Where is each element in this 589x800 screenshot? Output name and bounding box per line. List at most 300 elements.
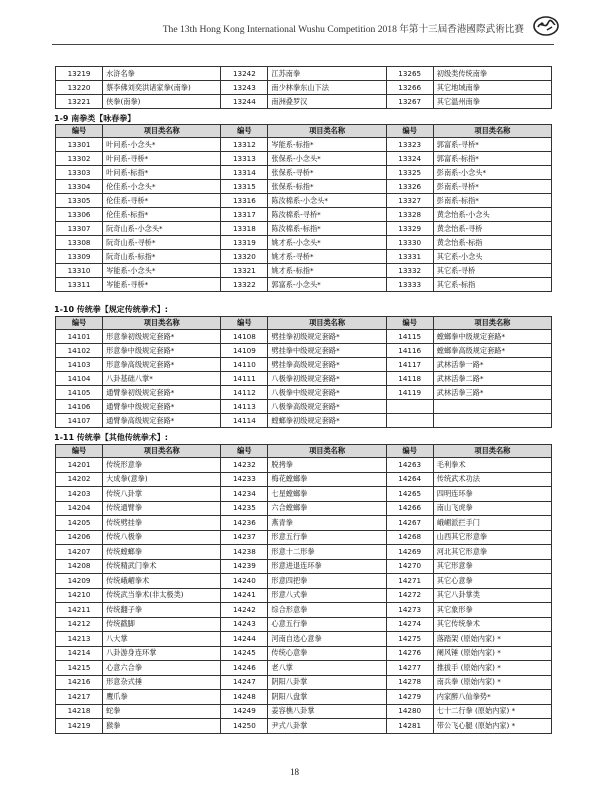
item-name-cell: 心意六合拳 — [103, 661, 221, 676]
table-row — [56, 516, 552, 531]
column-header-code: 编号 — [221, 445, 268, 458]
item-name-cell: 张保系-标指* — [268, 180, 386, 194]
item-name-cell: 传统翻子拳 — [103, 603, 221, 618]
column-header-name: 项目类名称 — [268, 317, 386, 330]
table-row — [56, 358, 552, 372]
item-code-cell: 14202 — [56, 472, 103, 487]
item-code-cell: 13307 — [56, 222, 103, 236]
item-name-cell: 推拔手 (原始内家) * — [433, 661, 551, 676]
item-code-cell: 14108 — [221, 330, 268, 344]
item-name-cell — [433, 414, 551, 428]
item-code-cell: 14243 — [221, 617, 268, 632]
item-name-cell: 水浒名拳 — [103, 67, 221, 81]
item-code-cell: 14213 — [56, 632, 103, 647]
item-code-cell: 14250 — [221, 719, 268, 734]
table-row — [56, 472, 552, 487]
item-name-cell: 八极拳初级规定套路* — [268, 372, 386, 386]
item-name-cell: 八卦游身连环掌 — [103, 646, 221, 661]
item-code-cell: 13318 — [221, 222, 268, 236]
item-name-cell: 传统武当拳术(非太极类) — [103, 588, 221, 603]
table-row — [56, 458, 552, 473]
column-header-code: 编号 — [386, 125, 433, 138]
item-code-cell: 13310 — [56, 264, 103, 278]
item-code-cell: 13306 — [56, 208, 103, 222]
item-name-cell: 燕青拳 — [268, 516, 386, 531]
item-code-cell: 14263 — [386, 458, 433, 473]
item-name-cell: 初级类传统南拳 — [433, 67, 551, 81]
item-code-cell: 14249 — [221, 704, 268, 719]
page-header — [52, 12, 560, 42]
item-code-cell: 14110 — [221, 358, 268, 372]
item-name-cell: 传统螳螂拳 — [103, 545, 221, 560]
item-name-cell: 带公飞心腿 (原始内家) * — [433, 719, 551, 734]
table-body — [56, 317, 552, 428]
item-name-cell: 侠拳(南拳) — [103, 95, 221, 109]
column-header-code: 编号 — [56, 317, 103, 330]
table-row — [56, 719, 552, 734]
item-name-cell: 武林活拳二路* — [433, 372, 551, 386]
item-name-cell: 心意五行拳 — [268, 617, 386, 632]
page-number: 18 — [290, 767, 299, 777]
table-row — [56, 67, 552, 81]
item-name-cell: 形意拳高级规定套路* — [103, 358, 221, 372]
table-row — [56, 386, 552, 400]
item-name-cell: 七星螳螂拳 — [268, 487, 386, 502]
item-code-cell: 14118 — [386, 372, 433, 386]
table-row — [56, 372, 552, 386]
item-code-cell: 14233 — [221, 472, 268, 487]
item-name-cell: 猴拳 — [103, 719, 221, 734]
item-code-cell: 14269 — [386, 545, 433, 560]
column-header-name: 项目类名称 — [433, 125, 551, 138]
item-name-cell: 阴阳八盘掌 — [268, 690, 386, 705]
item-name-cell: 螳螂拳高级规定套路* — [433, 344, 551, 358]
standard-routines-table — [55, 316, 552, 428]
table-row — [56, 414, 552, 428]
item-code-cell: 14266 — [386, 501, 433, 516]
item-code-cell: 13331 — [386, 250, 433, 264]
item-code-cell: 14244 — [221, 632, 268, 647]
item-code-cell: 14105 — [56, 386, 103, 400]
item-code-cell: 13315 — [221, 180, 268, 194]
item-code-cell: 14267 — [386, 516, 433, 531]
item-code-cell: 14212 — [56, 617, 103, 632]
item-code-cell: 13311 — [56, 278, 103, 292]
column-header-name: 项目类名称 — [103, 317, 221, 330]
item-name-cell: 南兵拳 (原始内家) * — [433, 675, 551, 690]
table-row — [56, 180, 552, 194]
item-code-cell: 13266 — [386, 81, 433, 95]
other-traditional-table — [55, 444, 552, 734]
item-code-cell: 14278 — [386, 675, 433, 690]
item-name-cell: 阮奇山系-寻桥* — [103, 236, 221, 250]
item-code-cell: 14214 — [56, 646, 103, 661]
item-code-cell: 13324 — [386, 152, 433, 166]
item-name-cell: 阑风锤 (原始内家) * — [433, 646, 551, 661]
item-name-cell: 江苏南拳 — [268, 67, 386, 81]
item-name-cell: 岑能系-小念头* — [103, 264, 221, 278]
item-code-cell: 13308 — [56, 236, 103, 250]
item-code-cell: 14217 — [56, 690, 103, 705]
item-code-cell: 14208 — [56, 559, 103, 574]
table-row — [56, 250, 552, 264]
table-row — [56, 487, 552, 502]
item-name-cell: 综合形意拳 — [268, 603, 386, 618]
item-code-cell: 13312 — [221, 138, 268, 152]
item-code-cell: 14112 — [221, 386, 268, 400]
item-name-cell: 四明连环拳 — [433, 487, 551, 502]
item-code-cell: 13327 — [386, 194, 433, 208]
item-name-cell: 传统八卦掌 — [103, 487, 221, 502]
item-name-cell: 阮奇山系-标指* — [103, 250, 221, 264]
item-code-cell: 14239 — [221, 559, 268, 574]
table-row — [56, 166, 552, 180]
item-code-cell: 14103 — [56, 358, 103, 372]
table-row — [56, 545, 552, 560]
table-row — [56, 400, 552, 414]
item-code-cell — [386, 400, 433, 414]
item-code-cell: 13309 — [56, 250, 103, 264]
item-name-cell: 传统形意拳 — [103, 458, 221, 473]
item-code-cell: 14216 — [56, 675, 103, 690]
table-row — [56, 81, 552, 95]
item-code-cell: 13219 — [56, 67, 103, 81]
item-name-cell: 姚才系-标指* — [268, 264, 386, 278]
item-code-cell: 14210 — [56, 588, 103, 603]
table-row — [56, 264, 552, 278]
item-code-cell: 14117 — [386, 358, 433, 372]
item-code-cell: 14280 — [386, 704, 433, 719]
item-code-cell: 13314 — [221, 166, 268, 180]
item-name-cell: 传统精武门拳术 — [103, 559, 221, 574]
column-header-name: 项目类名称 — [103, 125, 221, 138]
item-code-cell: 14101 — [56, 330, 103, 344]
item-name-cell: 劈挂拳高级规定套路* — [268, 358, 386, 372]
item-name-cell: 八极拳高级规定套路* — [268, 400, 386, 414]
item-code-cell: 14102 — [56, 344, 103, 358]
item-name-cell: 形意拳初级规定套路* — [103, 330, 221, 344]
item-code-cell: 13313 — [221, 152, 268, 166]
item-code-cell: 13323 — [386, 138, 433, 152]
column-header-name: 项目类名称 — [433, 445, 551, 458]
column-header-code: 编号 — [56, 445, 103, 458]
item-code-cell: 14236 — [221, 516, 268, 531]
table-row — [56, 704, 552, 719]
item-name-cell: 形意拳中级规定套路* — [103, 344, 221, 358]
table-body — [56, 125, 552, 292]
table-row — [56, 208, 552, 222]
item-name-cell: 劈挂拳中级规定套路* — [268, 344, 386, 358]
item-code-cell: 13319 — [221, 236, 268, 250]
item-code-cell: 14104 — [56, 372, 103, 386]
column-header-name: 项目类名称 — [103, 445, 221, 458]
table-row — [56, 138, 552, 152]
table-row — [56, 344, 552, 358]
item-code-cell: 14276 — [386, 646, 433, 661]
item-name-cell: 通臂拳高级规定套路* — [103, 414, 221, 428]
table-row — [56, 278, 552, 292]
item-code-cell: 13304 — [56, 180, 103, 194]
item-name-cell: 伦佳系-小念头* — [103, 180, 221, 194]
table-row — [56, 222, 552, 236]
item-code-cell: 14111 — [221, 372, 268, 386]
item-code-cell: 14114 — [221, 414, 268, 428]
table-header-row — [56, 445, 552, 458]
item-name-cell: 八卦基础八掌* — [103, 372, 221, 386]
item-name-cell: 劈挂拳初级规定套路* — [268, 330, 386, 344]
item-name-cell: 武林活拳三路* — [433, 386, 551, 400]
header-rule — [52, 44, 554, 45]
item-code-cell: 14215 — [56, 661, 103, 676]
wing-chun-table — [55, 124, 552, 292]
item-code-cell: 14219 — [56, 719, 103, 734]
item-name-cell: 南少林拳东山下法 — [268, 81, 386, 95]
column-header-code: 编号 — [386, 445, 433, 458]
item-name-cell: 阮奇山系-小念头* — [103, 222, 221, 236]
item-name-cell: 彭南系-标指* — [433, 194, 551, 208]
item-name-cell — [433, 400, 551, 414]
item-name-cell: 形意四把拳 — [268, 574, 386, 589]
item-name-cell: 其它系-寻桥 — [433, 264, 551, 278]
item-name-cell: 彭南系-小念头* — [433, 166, 551, 180]
top-continuation-table — [55, 66, 552, 109]
table-row — [56, 603, 552, 618]
item-code-cell: 14245 — [221, 646, 268, 661]
table-header-row — [56, 125, 552, 138]
table-row — [56, 675, 552, 690]
item-name-cell: 传统戳脚 — [103, 617, 221, 632]
item-name-cell: 峨嵋派拦手门 — [433, 516, 551, 531]
table-row — [56, 194, 552, 208]
item-name-cell: 传统峨嵋拳术 — [103, 574, 221, 589]
item-code-cell: 13326 — [386, 180, 433, 194]
item-name-cell: 传统通臂拳 — [103, 501, 221, 516]
item-code-cell: 13267 — [386, 95, 433, 109]
item-name-cell: 张保系-小念头* — [268, 152, 386, 166]
item-code-cell: 14209 — [56, 574, 103, 589]
item-name-cell: 形意八式拳 — [268, 588, 386, 603]
item-code-cell: 14107 — [56, 414, 103, 428]
item-code-cell: 14275 — [386, 632, 433, 647]
item-code-cell: 13316 — [221, 194, 268, 208]
item-code-cell: 14272 — [386, 588, 433, 603]
table-row — [56, 330, 552, 344]
item-name-cell: 黄念怡系-寻桥 — [433, 222, 551, 236]
item-name-cell: 脱拷拳 — [268, 458, 386, 473]
item-name-cell: 岑能系-寻桥* — [103, 278, 221, 292]
item-code-cell: 14206 — [56, 530, 103, 545]
item-code-cell: 14237 — [221, 530, 268, 545]
table-row — [56, 574, 552, 589]
item-code-cell: 14248 — [221, 690, 268, 705]
item-code-cell: 14211 — [56, 603, 103, 618]
item-name-cell: 伦佳系-标指* — [103, 208, 221, 222]
item-name-cell: 老八掌 — [268, 661, 386, 676]
table-row — [56, 501, 552, 516]
item-name-cell: 其它心意拳 — [433, 574, 551, 589]
item-code-cell: 14240 — [221, 574, 268, 589]
table-body — [56, 67, 552, 109]
item-code-cell — [386, 414, 433, 428]
item-code-cell: 14242 — [221, 603, 268, 618]
item-code-cell: 14235 — [221, 501, 268, 516]
item-code-cell: 14115 — [386, 330, 433, 344]
column-header-code: 编号 — [386, 317, 433, 330]
item-name-cell: 岑能系-标指* — [268, 138, 386, 152]
item-name-cell: 八大掌 — [103, 632, 221, 647]
table-row — [56, 617, 552, 632]
table-row — [56, 632, 552, 647]
item-name-cell: 武林活拳一路* — [433, 358, 551, 372]
item-code-cell: 14207 — [56, 545, 103, 560]
column-header-name: 项目类名称 — [433, 317, 551, 330]
item-code-cell: 13332 — [386, 264, 433, 278]
item-code-cell: 14218 — [56, 704, 103, 719]
item-name-cell: 七十二行拳 (原始内家) * — [433, 704, 551, 719]
column-header-name: 项目类名称 — [268, 445, 386, 458]
item-code-cell: 13243 — [221, 81, 268, 95]
item-code-cell: 14241 — [221, 588, 268, 603]
item-name-cell: 八极拳中级规定套路* — [268, 386, 386, 400]
section-label-other-traditional: 1-11 传统拳【其他传统拳术】: — [54, 433, 169, 442]
header-title: The 13th Hong Kong International Wushu Competition 2018 年第十三屆香港國際武術比賽 — [162, 24, 524, 35]
table-row — [56, 588, 552, 603]
item-code-cell: 13302 — [56, 152, 103, 166]
item-name-cell: 叶问系-标指* — [103, 166, 221, 180]
item-code-cell: 13320 — [221, 250, 268, 264]
item-name-cell: 梅花螳螂拳 — [268, 472, 386, 487]
item-name-cell: 鹰爪拳 — [103, 690, 221, 705]
item-code-cell: 14274 — [386, 617, 433, 632]
item-name-cell: 姚才系-寻桥* — [268, 250, 386, 264]
item-name-cell: 郭富系-寻桥* — [433, 138, 551, 152]
item-name-cell: 南洲叠罗汉 — [268, 95, 386, 109]
item-name-cell: 其它温州南拳 — [433, 95, 551, 109]
item-name-cell: 六合螳螂拳 — [268, 501, 386, 516]
item-name-cell: 传统武术功法 — [433, 472, 551, 487]
section-label-wing-chun: 1-9 南拳类【咏春拳】 — [54, 114, 136, 123]
table-row — [56, 95, 552, 109]
item-code-cell: 14109 — [221, 344, 268, 358]
item-code-cell: 13329 — [386, 222, 433, 236]
item-name-cell: 河北其它形意拳 — [433, 545, 551, 560]
item-code-cell: 13303 — [56, 166, 103, 180]
table-header-row — [56, 317, 552, 330]
item-code-cell: 13330 — [386, 236, 433, 250]
column-header-code: 编号 — [221, 317, 268, 330]
item-name-cell: 形意十二形拳 — [268, 545, 386, 560]
table-row — [56, 152, 552, 166]
column-header-code: 编号 — [56, 125, 103, 138]
item-code-cell: 13220 — [56, 81, 103, 95]
item-code-cell: 14271 — [386, 574, 433, 589]
item-name-cell: 张保系-寻桥* — [268, 166, 386, 180]
item-name-cell: 大成拳(意拳) — [103, 472, 221, 487]
item-name-cell: 陈汝棉系-标指* — [268, 222, 386, 236]
item-name-cell: 郭富系-标指* — [433, 152, 551, 166]
item-name-cell: 叶问系-小念头* — [103, 138, 221, 152]
item-code-cell: 14119 — [386, 386, 433, 400]
item-name-cell: 彭南系-寻桥* — [433, 180, 551, 194]
item-code-cell: 14273 — [386, 603, 433, 618]
item-code-cell: 13221 — [56, 95, 103, 109]
item-code-cell: 14268 — [386, 530, 433, 545]
item-code-cell: 14204 — [56, 501, 103, 516]
item-code-cell: 14205 — [56, 516, 103, 531]
item-name-cell: 陈汝棉系-小念头* — [268, 194, 386, 208]
item-name-cell: 伦佳系-寻桥* — [103, 194, 221, 208]
item-code-cell: 13328 — [386, 208, 433, 222]
item-code-cell: 14113 — [221, 400, 268, 414]
item-name-cell: 其它地域南拳 — [433, 81, 551, 95]
item-code-cell: 13301 — [56, 138, 103, 152]
item-code-cell: 14277 — [386, 661, 433, 676]
table-row — [56, 661, 552, 676]
item-name-cell: 尹式八卦掌 — [268, 719, 386, 734]
item-name-cell: 姚才系-小念头* — [268, 236, 386, 250]
column-header-name: 项目类名称 — [268, 125, 386, 138]
item-code-cell: 14116 — [386, 344, 433, 358]
item-code-cell: 14232 — [221, 458, 268, 473]
table-row — [56, 236, 552, 250]
item-code-cell: 13305 — [56, 194, 103, 208]
item-name-cell: 通臂拳中级规定套路* — [103, 400, 221, 414]
item-code-cell: 14264 — [386, 472, 433, 487]
item-name-cell: 落踏架 (原始内家) * — [433, 632, 551, 647]
item-name-cell: 传统八极拳 — [103, 530, 221, 545]
item-code-cell: 14246 — [221, 661, 268, 676]
item-name-cell: 毛利拳术 — [433, 458, 551, 473]
table-row — [56, 559, 552, 574]
item-name-cell: 黄念怡系-标指 — [433, 236, 551, 250]
item-code-cell: 14265 — [386, 487, 433, 502]
item-name-cell: 形意杂式捶 — [103, 675, 221, 690]
item-code-cell: 14281 — [386, 719, 433, 734]
item-code-cell: 13321 — [221, 264, 268, 278]
item-name-cell: 蛇拳 — [103, 704, 221, 719]
item-name-cell: 形意五行拳 — [268, 530, 386, 545]
competition-logo-icon — [532, 14, 560, 38]
item-code-cell: 13333 — [386, 278, 433, 292]
item-name-cell: 其它象形拳 — [433, 603, 551, 618]
item-name-cell: 阴阳八卦掌 — [268, 675, 386, 690]
item-name-cell: 形意进退连环拳 — [268, 559, 386, 574]
item-code-cell: 14270 — [386, 559, 433, 574]
item-name-cell: 叶问系-寻桥* — [103, 152, 221, 166]
item-code-cell: 14203 — [56, 487, 103, 502]
item-name-cell: 其它形意拳 — [433, 559, 551, 574]
item-code-cell: 13325 — [386, 166, 433, 180]
item-name-cell: 姜容樵八卦掌 — [268, 704, 386, 719]
item-name-cell: 其它系-小念头 — [433, 250, 551, 264]
item-name-cell: 传统心意拳 — [268, 646, 386, 661]
table-row — [56, 690, 552, 705]
item-code-cell: 14238 — [221, 545, 268, 560]
item-code-cell: 13242 — [221, 67, 268, 81]
item-code-cell: 14279 — [386, 690, 433, 705]
item-name-cell: 河南自选心意拳 — [268, 632, 386, 647]
item-name-cell: 传统劈挂拳 — [103, 516, 221, 531]
item-code-cell: 14201 — [56, 458, 103, 473]
item-code-cell: 14247 — [221, 675, 268, 690]
item-code-cell: 13244 — [221, 95, 268, 109]
item-name-cell: 其它系-标指 — [433, 278, 551, 292]
item-name-cell: 螳螂拳中级规定套路* — [433, 330, 551, 344]
column-header-code: 编号 — [221, 125, 268, 138]
table-row — [56, 646, 552, 661]
item-name-cell: 其它八卦掌类 — [433, 588, 551, 603]
item-name-cell: 陈汝棉系-寻桥* — [268, 208, 386, 222]
